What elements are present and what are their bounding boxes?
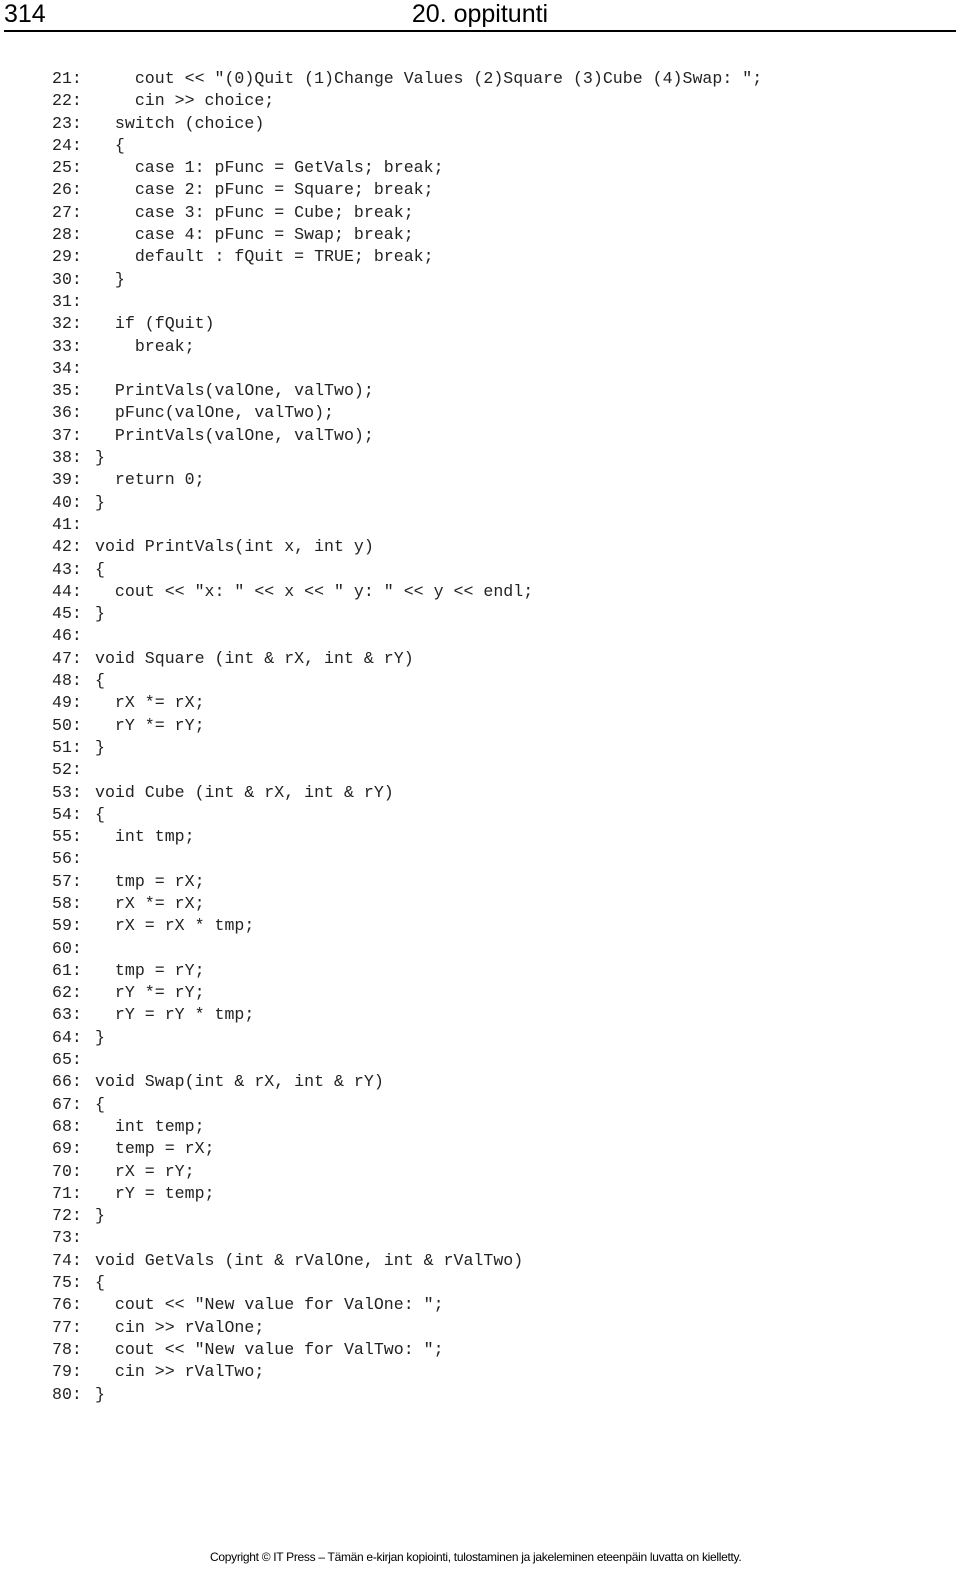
line-code: } bbox=[95, 1206, 105, 1226]
code-line bbox=[52, 1227, 762, 1249]
line-number: 44: bbox=[52, 581, 82, 601]
line-code: void Cube (int & rX, int & rY) bbox=[95, 782, 394, 802]
code-line bbox=[52, 648, 762, 670]
line-code: { bbox=[95, 804, 105, 824]
code-line bbox=[52, 313, 762, 335]
line-code: void Swap(int & rX, int & rY) bbox=[95, 1072, 384, 1092]
line-number: 63: bbox=[52, 1005, 82, 1025]
code-line bbox=[52, 625, 762, 647]
line-number: 65: bbox=[52, 1050, 82, 1070]
line-number: 41: bbox=[52, 514, 82, 534]
line-code: case 2: pFunc = Square; break; bbox=[95, 180, 434, 200]
line-number: 35: bbox=[52, 381, 82, 401]
code-line bbox=[52, 670, 762, 692]
line-number: 21: bbox=[52, 69, 82, 88]
line-code: { bbox=[95, 671, 105, 691]
code-line bbox=[52, 1361, 762, 1383]
line-number: 53: bbox=[52, 782, 82, 802]
line-code: void PrintVals(int x, int y) bbox=[95, 537, 374, 557]
line-number: 69: bbox=[52, 1139, 82, 1159]
page-header bbox=[0, 0, 960, 30]
line-number: 51: bbox=[52, 737, 82, 757]
code-line bbox=[52, 826, 762, 848]
line-code: break; bbox=[95, 336, 195, 356]
line-number: 79: bbox=[52, 1362, 82, 1382]
code-line bbox=[52, 848, 762, 870]
code-line bbox=[52, 692, 762, 714]
line-code: rX *= rX; bbox=[95, 693, 205, 713]
line-code: } bbox=[95, 448, 105, 468]
code-line bbox=[52, 291, 762, 313]
line-number: 32: bbox=[52, 314, 82, 334]
line-number: 45: bbox=[52, 604, 82, 624]
line-code: cout << "New value for ValTwo: "; bbox=[95, 1339, 444, 1359]
line-code: pFunc(valOne, valTwo); bbox=[95, 403, 334, 423]
code-line bbox=[52, 269, 762, 291]
line-number: 72: bbox=[52, 1206, 82, 1226]
code-line bbox=[52, 536, 762, 558]
code-line bbox=[52, 1183, 762, 1205]
header-divider bbox=[4, 30, 956, 32]
code-line bbox=[52, 915, 762, 937]
line-number: 61: bbox=[52, 960, 82, 980]
line-number: 57: bbox=[52, 871, 82, 891]
code-line bbox=[52, 893, 762, 915]
code-line bbox=[52, 492, 762, 514]
line-code: case 1: pFunc = GetVals; break; bbox=[95, 158, 444, 178]
code-line bbox=[52, 1317, 762, 1339]
code-line bbox=[52, 224, 762, 246]
line-code: return 0; bbox=[95, 470, 205, 490]
code-line bbox=[52, 358, 762, 380]
code-line bbox=[52, 135, 762, 157]
line-number: 38: bbox=[52, 448, 82, 468]
code-line bbox=[52, 559, 762, 581]
line-code: PrintVals(valOne, valTwo); bbox=[95, 425, 374, 445]
line-code: } bbox=[95, 269, 125, 289]
line-number: 33: bbox=[52, 336, 82, 356]
code-line bbox=[52, 380, 762, 402]
line-number: 64: bbox=[52, 1027, 82, 1047]
code-line bbox=[52, 1272, 762, 1294]
line-number: 25: bbox=[52, 158, 82, 178]
line-code: temp = rX; bbox=[95, 1139, 215, 1159]
line-code: cin >> rValOne; bbox=[95, 1317, 265, 1337]
line-number: 54: bbox=[52, 804, 82, 824]
line-code: } bbox=[95, 737, 105, 757]
line-number: 56: bbox=[52, 849, 82, 869]
copyright-footer: Copyright © IT Press – Tämän e-kirjan kopiointi, tulostaminen ja jakeleminen eteenpäin luvatta on kielletty. bbox=[210, 1550, 742, 1564]
code-line bbox=[52, 603, 762, 625]
line-code: rX *= rX; bbox=[95, 893, 205, 913]
line-number: 59: bbox=[52, 916, 82, 936]
code-line bbox=[52, 1161, 762, 1183]
line-number: 31: bbox=[52, 291, 82, 311]
code-line bbox=[52, 246, 762, 268]
code-line bbox=[52, 202, 762, 224]
code-line bbox=[52, 1027, 762, 1049]
code-line bbox=[52, 759, 762, 781]
line-code: switch (choice) bbox=[95, 113, 265, 133]
line-number: 80: bbox=[52, 1384, 82, 1404]
line-code: rX = rX * tmp; bbox=[95, 916, 255, 936]
line-code: } bbox=[95, 1384, 105, 1404]
code-line bbox=[52, 804, 762, 826]
code-listing bbox=[52, 68, 762, 1406]
line-number: 23: bbox=[52, 113, 82, 133]
line-number: 37: bbox=[52, 425, 82, 445]
line-code: void Square (int & rX, int & rY) bbox=[95, 648, 414, 668]
line-number: 74: bbox=[52, 1250, 82, 1270]
line-code: { bbox=[95, 135, 125, 155]
code-line bbox=[52, 447, 762, 469]
code-line bbox=[52, 1049, 762, 1071]
code-line bbox=[52, 179, 762, 201]
line-code: if (fQuit) bbox=[95, 314, 215, 334]
line-code: { bbox=[95, 559, 105, 579]
line-number: 36: bbox=[52, 403, 82, 423]
chapter-title: 20. oppitunti bbox=[411, 0, 549, 28]
line-number: 30: bbox=[52, 269, 82, 289]
line-number: 52: bbox=[52, 760, 82, 780]
line-number: 78: bbox=[52, 1339, 82, 1359]
line-code: { bbox=[95, 1273, 105, 1293]
code-line bbox=[52, 782, 762, 804]
line-number: 29: bbox=[52, 247, 82, 267]
line-code: cout << "(0)Quit (1)Change Values (2)Square (3)Cube (4)Swap: "; bbox=[95, 69, 763, 88]
line-number: 49: bbox=[52, 693, 82, 713]
code-line bbox=[52, 90, 762, 112]
line-code: } bbox=[95, 492, 105, 512]
line-code: cout << "x: " << x << " y: " << y << endl; bbox=[95, 581, 534, 601]
code-line bbox=[52, 1384, 762, 1406]
code-line bbox=[52, 581, 762, 603]
line-number: 40: bbox=[52, 492, 82, 512]
line-code: } bbox=[95, 1027, 105, 1047]
line-number: 39: bbox=[52, 470, 82, 490]
code-line bbox=[52, 1294, 762, 1316]
line-number: 67: bbox=[52, 1094, 82, 1114]
code-line bbox=[52, 871, 762, 893]
line-number: 34: bbox=[52, 358, 82, 378]
code-line bbox=[52, 1250, 762, 1272]
line-number: 68: bbox=[52, 1116, 82, 1136]
code-line bbox=[52, 1116, 762, 1138]
line-code: cout << "New value for ValOne: "; bbox=[95, 1295, 444, 1315]
code-line bbox=[52, 469, 762, 491]
code-line bbox=[52, 157, 762, 179]
line-number: 75: bbox=[52, 1273, 82, 1293]
line-number: 71: bbox=[52, 1183, 82, 1203]
line-number: 43: bbox=[52, 559, 82, 579]
code-line bbox=[52, 1138, 762, 1160]
line-number: 58: bbox=[52, 893, 82, 913]
code-line bbox=[52, 1094, 762, 1116]
line-code: rY = temp; bbox=[95, 1183, 215, 1203]
line-number: 76: bbox=[52, 1295, 82, 1315]
line-number: 48: bbox=[52, 671, 82, 691]
line-code: } bbox=[95, 604, 105, 624]
code-line bbox=[52, 1071, 762, 1093]
line-code: cin >> rValTwo; bbox=[95, 1362, 265, 1382]
code-line bbox=[52, 982, 762, 1004]
line-number: 50: bbox=[52, 715, 82, 735]
line-number: 26: bbox=[52, 180, 82, 200]
line-number: 22: bbox=[52, 91, 82, 111]
line-code: PrintVals(valOne, valTwo); bbox=[95, 381, 374, 401]
code-line bbox=[52, 1339, 762, 1361]
line-code: tmp = rY; bbox=[95, 960, 205, 980]
line-number: 27: bbox=[52, 202, 82, 222]
line-code: void GetVals (int & rValOne, int & rValTwo) bbox=[95, 1250, 524, 1270]
code-line bbox=[52, 514, 762, 536]
line-code: int temp; bbox=[95, 1116, 205, 1136]
line-code: tmp = rX; bbox=[95, 871, 205, 891]
line-code: rX = rY; bbox=[95, 1161, 195, 1181]
code-line bbox=[52, 1004, 762, 1026]
line-number: 42: bbox=[52, 537, 82, 557]
line-number: 73: bbox=[52, 1228, 82, 1248]
line-number: 60: bbox=[52, 938, 82, 958]
line-code: { bbox=[95, 1094, 105, 1114]
line-number: 24: bbox=[52, 135, 82, 155]
line-code: default : fQuit = TRUE; break; bbox=[95, 247, 434, 267]
line-number: 46: bbox=[52, 626, 82, 646]
code-line bbox=[52, 737, 762, 759]
line-code: case 3: pFunc = Cube; break; bbox=[95, 202, 414, 222]
line-number: 28: bbox=[52, 225, 82, 245]
line-code: cin >> choice; bbox=[95, 91, 275, 111]
line-number: 62: bbox=[52, 983, 82, 1003]
line-number: 77: bbox=[52, 1317, 82, 1337]
line-code: rY = rY * tmp; bbox=[95, 1005, 255, 1025]
code-line bbox=[52, 938, 762, 960]
code-line bbox=[52, 402, 762, 424]
code-line bbox=[52, 336, 762, 358]
line-number: 55: bbox=[52, 827, 82, 847]
page-number: 314 bbox=[4, 0, 46, 28]
code-line bbox=[52, 960, 762, 982]
line-code: rY *= rY; bbox=[95, 983, 205, 1003]
code-line bbox=[52, 68, 762, 90]
line-number: 47: bbox=[52, 648, 82, 668]
code-line bbox=[52, 1205, 762, 1227]
code-line bbox=[52, 425, 762, 447]
line-code: int tmp; bbox=[95, 827, 195, 847]
code-line bbox=[52, 113, 762, 135]
line-number: 70: bbox=[52, 1161, 82, 1181]
line-code: rY *= rY; bbox=[95, 715, 205, 735]
line-number: 66: bbox=[52, 1072, 82, 1092]
code-line bbox=[52, 715, 762, 737]
line-code: case 4: pFunc = Swap; break; bbox=[95, 225, 414, 245]
